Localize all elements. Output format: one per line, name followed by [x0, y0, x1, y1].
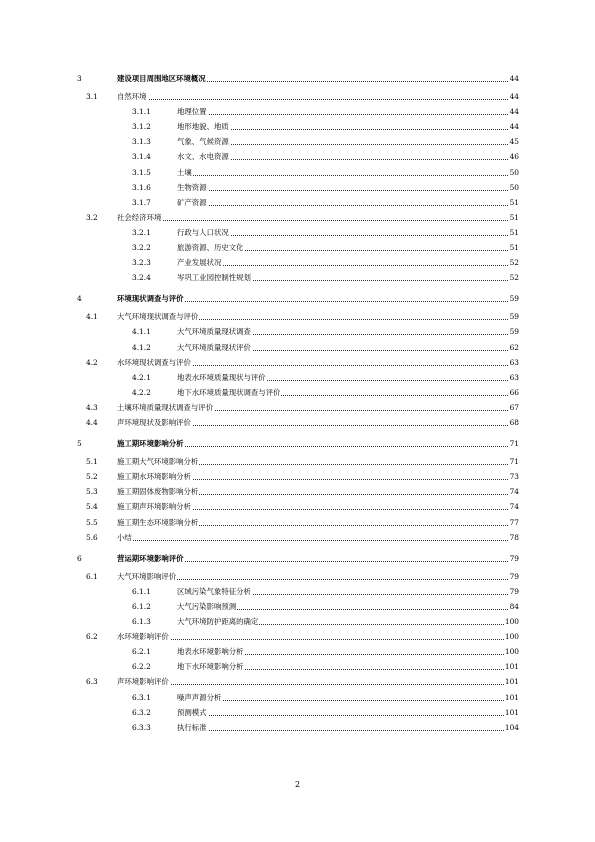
toc-entry-title: 施工期环境影响分析: [117, 439, 184, 449]
toc-entry-title: 社会经济环境: [117, 212, 162, 222]
toc-entry-number: 6.1.3: [132, 617, 151, 626]
toc-dot-leader: [177, 722, 518, 734]
toc-entry-page: 79: [509, 571, 519, 581]
toc-entry-title: 土壤: [177, 167, 192, 177]
toc-entry[interactable]: [0, 227, 595, 239]
toc-entry-title: 环境现状调查与评价: [117, 294, 184, 304]
toc-entry[interactable]: [0, 106, 595, 118]
toc-entry-page: 52: [509, 273, 519, 283]
toc-entry-page: 50: [509, 182, 519, 192]
toc-entry-title: 大气环境影响评价: [117, 571, 177, 581]
toc-entry-number: 3.2.1: [132, 227, 151, 237]
toc-dot-leader: [117, 91, 518, 103]
toc-dot-leader: [117, 571, 518, 583]
toc-entry-number: 6.2.1: [132, 647, 151, 657]
toc-entry-page: 100: [504, 647, 519, 657]
toc-entry-number: 3.1: [86, 92, 98, 101]
toc-entry[interactable]: [0, 722, 595, 734]
toc-entry-page: 46: [509, 152, 519, 162]
toc-entry-number: 3.1.5: [132, 167, 151, 177]
toc-entry[interactable]: [0, 372, 595, 384]
toc-entry-page: 63: [509, 357, 519, 367]
toc-entry-title: 地表水环境影响分析: [177, 647, 244, 657]
toc-entry-number: 3: [77, 74, 82, 83]
toc-entry[interactable]: [0, 517, 595, 529]
toc-entry-page: 74: [509, 487, 519, 497]
toc-entry[interactable]: [0, 601, 595, 613]
toc-entry[interactable]: [0, 486, 595, 498]
toc-entry[interactable]: [0, 532, 595, 544]
toc-entry-title: 旅游资源、历史文化: [177, 243, 244, 252]
toc-entry-page: 101: [504, 677, 519, 687]
toc-entry-title: 生物资源: [177, 182, 207, 192]
toc-entry-page: 63: [509, 372, 519, 382]
toc-entry[interactable]: [0, 501, 595, 513]
toc-entry[interactable]: [0, 342, 595, 354]
toc-entry-title: 区域污染气象特征分析: [177, 586, 251, 596]
toc-entry-page: 50: [509, 167, 519, 177]
toc-entry-page: 101: [504, 692, 519, 702]
toc-entry-title: 施工期固体废物影响分析: [117, 487, 199, 497]
toc-entry-title: 产业发展状况: [177, 258, 222, 268]
toc-entry-number: 6.1.2: [132, 601, 151, 611]
toc-entry-page: 59: [509, 312, 519, 322]
toc-entry-number: 5.6: [86, 532, 98, 542]
toc-entry[interactable]: [0, 272, 595, 284]
toc-entry-number: 4.2.1: [132, 372, 151, 382]
toc-entry-page: 59: [509, 327, 519, 337]
toc-entry[interactable]: [0, 553, 595, 565]
toc-entry-page: 104: [504, 722, 519, 732]
toc-entry-number: 3.2.3: [132, 258, 151, 268]
toc-entry[interactable]: [0, 631, 595, 643]
toc-entry-number: 6.3: [86, 677, 98, 687]
toc-entry-number: 5.5: [86, 517, 98, 527]
toc-entry[interactable]: [0, 121, 595, 133]
toc-dot-leader: [117, 631, 518, 643]
toc-entry-page: 59: [509, 294, 519, 304]
toc-entry-page: 74: [509, 502, 519, 512]
toc-entry-page: 51: [509, 243, 519, 252]
toc-entry-page: 45: [509, 137, 519, 147]
toc-entry-page: 79: [509, 553, 519, 563]
toc-entry-number: 6.2.2: [132, 662, 151, 672]
toc-entry-title: 施工期水环境影响分析: [117, 472, 191, 482]
toc-entry-number: 6.3.2: [132, 707, 151, 717]
toc-entry-title: 地形地貌、地质: [177, 122, 229, 132]
toc-entry-title: 声环境影响评价: [117, 677, 169, 687]
toc-entry[interactable]: [0, 402, 595, 414]
toc-entry-title: 大气环境现状调查与评价: [117, 312, 199, 322]
toc-dot-leader: [117, 532, 518, 544]
toc-entry-number: 5.1: [86, 457, 98, 467]
toc-entry-page: 101: [504, 662, 519, 672]
toc-entry-title: 矿产资源: [177, 197, 207, 207]
toc-entry-title: 地表水环境质量现状与评价: [177, 372, 266, 382]
toc-entry-number: 3.2.2: [132, 243, 151, 252]
toc-dot-leader: [177, 106, 518, 118]
toc-entry-page: 66: [509, 387, 519, 397]
toc-dot-leader: [177, 257, 518, 269]
toc-entry-page: 51: [509, 227, 519, 237]
toc-entry-number: 5: [77, 439, 82, 449]
toc-entry-title: 大气环境质量现状评价: [177, 342, 251, 352]
toc-entry[interactable]: [0, 73, 595, 85]
toc-entry[interactable]: [0, 136, 595, 148]
toc-entry[interactable]: [0, 387, 595, 399]
toc-entry-page: 71: [509, 457, 519, 467]
toc-entry-page: 51: [509, 197, 519, 207]
toc-entry-number: 4.1: [86, 312, 98, 322]
toc-dot-leader: [117, 212, 518, 224]
toc-entry-page: 79: [509, 586, 519, 596]
toc-entry-page: 71: [509, 439, 519, 449]
toc-entry[interactable]: [0, 471, 595, 483]
toc-entry-number: 3.2.4: [132, 273, 151, 283]
toc-entry[interactable]: [0, 646, 595, 658]
toc-entry-number: 5.2: [86, 472, 98, 482]
toc-entry[interactable]: [0, 692, 595, 704]
toc-entry-number: 4.2.2: [132, 387, 151, 397]
toc-entry[interactable]: [0, 293, 595, 305]
toc-entry-title: 施工期声环境影响分析: [117, 502, 191, 512]
toc-entry-number: 5.3: [86, 487, 98, 497]
toc-entry-page: 52: [509, 258, 519, 268]
toc-entry-number: 6.1.1: [132, 586, 151, 596]
toc-entry[interactable]: [0, 571, 595, 583]
toc-entry[interactable]: [0, 357, 595, 369]
toc-entry-page: 100: [504, 632, 519, 642]
page-number: 2: [294, 780, 301, 789]
toc-entry[interactable]: [0, 616, 595, 628]
toc-dot-leader: [177, 692, 518, 704]
toc-entry-page: 84: [509, 601, 519, 611]
toc-entry-page: 78: [509, 532, 519, 542]
toc-entry-title: 大气污染影响预测: [177, 601, 237, 611]
toc-entry-number: 3.1.1: [132, 107, 151, 117]
toc-entry-title: 大气环境防护距离的确定: [177, 617, 259, 626]
toc-entry-page: 67: [509, 402, 519, 412]
toc-entry-number: 4.2: [86, 357, 98, 367]
toc-entry-number: 5.4: [86, 502, 98, 512]
toc-entry-page: 44: [509, 92, 519, 101]
toc-entry-title: 施工期生态环境影响分析: [117, 517, 199, 527]
toc-entry-title: 气象、气候资源: [177, 137, 229, 147]
toc-entry-title: 大气环境质量现状调查: [177, 327, 251, 337]
toc-entry-page: 73: [509, 472, 519, 482]
toc-entry-page: 51: [509, 212, 519, 222]
toc-entry-number: 3.2: [86, 212, 98, 222]
toc-dot-leader: [117, 676, 518, 688]
toc-entry-number: 6: [77, 553, 82, 563]
toc-entry-number: 3.1.4: [132, 152, 151, 162]
toc-entry-title: 地理位置: [177, 107, 207, 117]
toc-entry-page: 100: [504, 617, 519, 626]
toc-entry-page: 68: [509, 418, 519, 427]
toc-entry-number: 6.3.3: [132, 722, 151, 732]
toc-entry-title: 水环境现状调查与评价: [117, 357, 191, 367]
toc-entry-page: 44: [509, 107, 519, 117]
toc-entry[interactable]: [0, 326, 595, 338]
toc-entry[interactable]: [0, 311, 595, 323]
toc-entry-number: 3.1.2: [132, 122, 151, 132]
toc-entry-title: 建设项目周围地区环境概况: [117, 74, 206, 83]
toc-entry-number: 3.1.7: [132, 197, 151, 207]
toc-entry[interactable]: [0, 182, 595, 194]
toc-dot-leader: [177, 197, 518, 209]
toc-entry-title: 小结: [117, 532, 132, 542]
toc-entry-number: 6.1: [86, 571, 98, 581]
toc-entry-title: 声环境现状及影响评价: [117, 418, 191, 427]
toc-entry[interactable]: [0, 197, 595, 209]
toc-entry-title: 水文、水电资源: [177, 152, 229, 162]
toc-entry[interactable]: [0, 676, 595, 688]
toc-entry[interactable]: [0, 242, 595, 254]
toc-entry-title: 执行标准: [177, 722, 207, 732]
toc-entry-title: 施工期大气环境影响分析: [117, 457, 199, 467]
toc-entry-page: 62: [509, 342, 519, 352]
toc-entry-page: 44: [509, 122, 519, 132]
toc-entry-page: 44: [509, 74, 519, 83]
toc-entry[interactable]: [0, 438, 595, 450]
toc-entry-number: 4.1.1: [132, 327, 151, 337]
toc-dot-leader: [177, 167, 518, 179]
toc-entry-number: 4: [77, 294, 82, 304]
toc-entry[interactable]: [0, 151, 595, 163]
toc-entry-number: 6.3.1: [132, 692, 151, 702]
toc-entry-number: 4.3: [86, 402, 98, 412]
toc-entry-title: 预测模式: [177, 707, 207, 717]
toc-entry[interactable]: [0, 456, 595, 468]
toc-entry[interactable]: [0, 91, 595, 103]
toc-entry-title: 噪声声源分析: [177, 692, 222, 702]
toc-entry-title: 营运期环境影响评价: [117, 553, 184, 563]
toc-entry-title: 水环境影响评价: [117, 632, 169, 642]
toc-dot-leader: [177, 707, 518, 719]
toc-entry-page: 77: [509, 517, 519, 527]
toc-entry-number: 4.4: [86, 418, 98, 427]
toc-entry-number: 3.1.6: [132, 182, 151, 192]
toc-entry[interactable]: [0, 586, 595, 598]
toc-entry-page: 101: [504, 707, 519, 717]
toc-entry-title: 地下水环境影响分析: [177, 662, 244, 672]
toc-entry[interactable]: [0, 212, 595, 224]
toc-entry[interactable]: [0, 707, 595, 719]
toc-entry[interactable]: [0, 257, 595, 269]
toc-entry-number: 3.1.3: [132, 137, 151, 147]
toc-entry-title: 地下水环境质量现状调查与评价: [177, 387, 281, 397]
toc-entry-title: 自然环境: [117, 92, 147, 101]
toc-entry-title: 土壤环境质量现状调查与评价: [117, 402, 214, 412]
toc-entry[interactable]: [0, 661, 595, 673]
toc-entry-number: 4.1.2: [132, 342, 151, 352]
toc-entry-title: 行政与人口状况: [177, 227, 229, 237]
toc-entry[interactable]: [0, 417, 595, 429]
toc-entry-title: 岑巩工业园控制性规划: [177, 273, 251, 283]
toc-entry-number: 6.2: [86, 632, 98, 642]
toc-entry[interactable]: [0, 167, 595, 179]
toc-dot-leader: [177, 182, 518, 194]
